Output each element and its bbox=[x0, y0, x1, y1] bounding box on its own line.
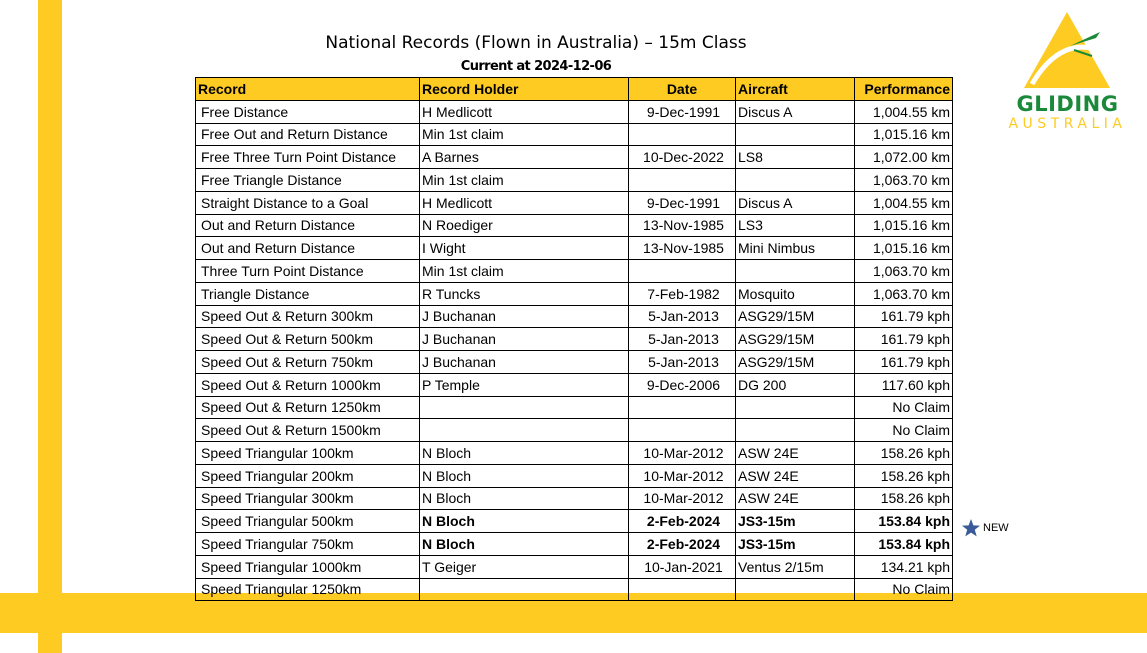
cell-record-holder: N Bloch bbox=[420, 442, 629, 465]
table-row bbox=[196, 555, 953, 578]
cell-performance: 117.60 kph bbox=[855, 373, 953, 396]
cell-date: 5-Jan-2013 bbox=[629, 305, 736, 328]
table-row bbox=[196, 533, 953, 556]
cell-date: 5-Jan-2013 bbox=[629, 351, 736, 374]
cell-record: Speed Triangular 750km bbox=[196, 533, 420, 556]
cell-record-holder: Min 1st claim bbox=[420, 260, 629, 283]
cell-record-holder: N Bloch bbox=[420, 487, 629, 510]
cell-date: 5-Jan-2013 bbox=[629, 328, 736, 351]
cell-performance: 1,004.55 km bbox=[855, 100, 953, 123]
cell-record-holder: Min 1st claim bbox=[420, 123, 629, 146]
cell-record: Out and Return Distance bbox=[196, 214, 420, 237]
cell-date: 9-Dec-1991 bbox=[629, 191, 736, 214]
cell-performance: 153.84 kph bbox=[855, 510, 953, 533]
cell-record-holder: J Buchanan bbox=[420, 305, 629, 328]
table-row bbox=[196, 396, 953, 419]
cell-record: Speed Triangular 500km bbox=[196, 510, 420, 533]
header-record-holder: Record Holder bbox=[420, 78, 629, 101]
cell-record: Speed Out & Return 500km bbox=[196, 328, 420, 351]
cell-aircraft bbox=[736, 578, 855, 601]
cell-performance: No Claim bbox=[855, 419, 953, 442]
table-row bbox=[196, 419, 953, 442]
cell-date bbox=[629, 169, 736, 192]
cell-performance: No Claim bbox=[855, 396, 953, 419]
cell-record: Speed Triangular 100km bbox=[196, 442, 420, 465]
cell-record-holder: N Bloch bbox=[420, 464, 629, 487]
table-row bbox=[196, 442, 953, 465]
cell-aircraft: LS3 bbox=[736, 214, 855, 237]
cell-date: 10-Mar-2012 bbox=[629, 487, 736, 510]
header-performance: Performance bbox=[855, 78, 953, 101]
cell-record-holder: N Bloch bbox=[420, 510, 629, 533]
cell-record: Speed Out & Return 1250km bbox=[196, 396, 420, 419]
star-icon bbox=[961, 518, 981, 538]
new-record-marker bbox=[961, 518, 1009, 538]
cell-aircraft: ASG29/15M bbox=[736, 351, 855, 374]
cell-date: 13-Nov-1985 bbox=[629, 237, 736, 260]
table-row bbox=[196, 351, 953, 374]
cell-performance: 161.79 kph bbox=[855, 328, 953, 351]
logo-wordmark-australia: AUSTRALIA bbox=[1008, 116, 1127, 132]
cell-performance: 1,015.16 km bbox=[855, 237, 953, 260]
cell-performance: 158.26 kph bbox=[855, 464, 953, 487]
cell-aircraft: Discus A bbox=[736, 100, 855, 123]
cell-record: Free Out and Return Distance bbox=[196, 123, 420, 146]
cell-aircraft: Ventus 2/15m bbox=[736, 555, 855, 578]
cell-date: 2-Feb-2024 bbox=[629, 510, 736, 533]
cell-record: Speed Triangular 1000km bbox=[196, 555, 420, 578]
table-row bbox=[196, 464, 953, 487]
vertical-accent-bar bbox=[38, 0, 62, 653]
cell-record-holder: J Buchanan bbox=[420, 351, 629, 374]
cell-record-holder bbox=[420, 578, 629, 601]
cell-record: Speed Triangular 300km bbox=[196, 487, 420, 510]
cell-performance: 1,063.70 km bbox=[855, 260, 953, 283]
cell-record: Free Three Turn Point Distance bbox=[196, 146, 420, 169]
cell-aircraft: LS8 bbox=[736, 146, 855, 169]
cell-date: 9-Dec-2006 bbox=[629, 373, 736, 396]
cell-record: Triangle Distance bbox=[196, 282, 420, 305]
header-aircraft: Aircraft bbox=[736, 78, 855, 101]
cell-aircraft bbox=[736, 123, 855, 146]
cell-aircraft bbox=[736, 396, 855, 419]
header-record: Record bbox=[196, 78, 420, 101]
cell-aircraft: ASW 24E bbox=[736, 487, 855, 510]
cell-record-holder: N Bloch bbox=[420, 533, 629, 556]
cell-record: Speed Out & Return 750km bbox=[196, 351, 420, 374]
cell-record: Straight Distance to a Goal bbox=[196, 191, 420, 214]
cell-record: Speed Out & Return 1500km bbox=[196, 419, 420, 442]
cell-date bbox=[629, 123, 736, 146]
logo-wordmark-gliding: GLIDING bbox=[1016, 92, 1119, 116]
table-row bbox=[196, 169, 953, 192]
cell-performance: 1,063.70 km bbox=[855, 282, 953, 305]
cell-performance: 1,015.16 km bbox=[855, 123, 953, 146]
cell-date bbox=[629, 578, 736, 601]
table-row bbox=[196, 578, 953, 601]
cell-performance: 134.21 kph bbox=[855, 555, 953, 578]
cell-date: 10-Mar-2012 bbox=[629, 464, 736, 487]
cell-date bbox=[629, 419, 736, 442]
table-row bbox=[196, 191, 953, 214]
cell-record-holder: H Medlicott bbox=[420, 191, 629, 214]
cell-date: 9-Dec-1991 bbox=[629, 100, 736, 123]
cell-date bbox=[629, 396, 736, 419]
table-row bbox=[196, 214, 953, 237]
table-row bbox=[196, 100, 953, 123]
cell-record: Speed Triangular 200km bbox=[196, 464, 420, 487]
header-date: Date bbox=[629, 78, 736, 101]
cell-record: Free Triangle Distance bbox=[196, 169, 420, 192]
cell-record: Speed Out & Return 1000km bbox=[196, 373, 420, 396]
cell-performance: 158.26 kph bbox=[855, 442, 953, 465]
table-row bbox=[196, 282, 953, 305]
page-title: National Records (Flown in Australia) – 15m Class bbox=[325, 33, 747, 53]
cell-aircraft bbox=[736, 169, 855, 192]
cell-record-holder: J Buchanan bbox=[420, 328, 629, 351]
cell-record-holder: Min 1st claim bbox=[420, 169, 629, 192]
cell-aircraft: DG 200 bbox=[736, 373, 855, 396]
cell-aircraft: JS3-15m bbox=[736, 510, 855, 533]
table-row bbox=[196, 373, 953, 396]
cell-aircraft: JS3-15m bbox=[736, 533, 855, 556]
cell-aircraft bbox=[736, 419, 855, 442]
cell-record-holder: H Medlicott bbox=[420, 100, 629, 123]
table-row bbox=[196, 510, 953, 533]
cell-aircraft: ASW 24E bbox=[736, 464, 855, 487]
cell-record-holder: R Tuncks bbox=[420, 282, 629, 305]
table-header-row bbox=[196, 78, 953, 101]
table-row bbox=[196, 123, 953, 146]
cell-record: Speed Out & Return 300km bbox=[196, 305, 420, 328]
cell-record: Out and Return Distance bbox=[196, 237, 420, 260]
table-row bbox=[196, 260, 953, 283]
cell-date bbox=[629, 260, 736, 283]
cell-record-holder: T Geiger bbox=[420, 555, 629, 578]
glider-triangle-logo-icon bbox=[1022, 10, 1112, 90]
cell-performance: 1,063.70 km bbox=[855, 169, 953, 192]
cell-date: 10-Mar-2012 bbox=[629, 442, 736, 465]
cell-record: Speed Triangular 1250km bbox=[196, 578, 420, 601]
cell-performance: 1,004.55 km bbox=[855, 191, 953, 214]
cell-performance: 161.79 kph bbox=[855, 351, 953, 374]
cell-aircraft: ASG29/15M bbox=[736, 328, 855, 351]
cell-performance: 1,072.00 km bbox=[855, 146, 953, 169]
cell-aircraft: Mosquito bbox=[736, 282, 855, 305]
cell-date: 10-Jan-2021 bbox=[629, 555, 736, 578]
cell-date: 10-Dec-2022 bbox=[629, 146, 736, 169]
cell-performance: 161.79 kph bbox=[855, 305, 953, 328]
cell-record-holder: P Temple bbox=[420, 373, 629, 396]
cell-performance: 1,015.16 km bbox=[855, 214, 953, 237]
cell-record: Three Turn Point Distance bbox=[196, 260, 420, 283]
table-row bbox=[196, 487, 953, 510]
cell-record-holder: N Roediger bbox=[420, 214, 629, 237]
cell-record: Free Distance bbox=[196, 100, 420, 123]
cell-record-holder: I Wight bbox=[420, 237, 629, 260]
table-row bbox=[196, 305, 953, 328]
cell-aircraft bbox=[736, 260, 855, 283]
new-label: NEW bbox=[983, 522, 1009, 534]
cell-aircraft: ASG29/15M bbox=[736, 305, 855, 328]
table-row bbox=[196, 328, 953, 351]
records-table bbox=[195, 77, 953, 601]
cell-performance: 158.26 kph bbox=[855, 487, 953, 510]
cell-performance: No Claim bbox=[855, 578, 953, 601]
cell-record-holder bbox=[420, 419, 629, 442]
cell-aircraft: Mini Nimbus bbox=[736, 237, 855, 260]
cell-record-holder bbox=[420, 396, 629, 419]
page-subtitle: Current at 2024-12-06 bbox=[460, 59, 612, 74]
cell-record-holder: A Barnes bbox=[420, 146, 629, 169]
cell-date: 13-Nov-1985 bbox=[629, 214, 736, 237]
cell-date: 7-Feb-1982 bbox=[629, 282, 736, 305]
table-row bbox=[196, 237, 953, 260]
cell-performance: 153.84 kph bbox=[855, 533, 953, 556]
cell-date: 2-Feb-2024 bbox=[629, 533, 736, 556]
gliding-australia-logo bbox=[1000, 10, 1135, 135]
cell-aircraft: Discus A bbox=[736, 191, 855, 214]
table-row bbox=[196, 146, 953, 169]
cell-aircraft: ASW 24E bbox=[736, 442, 855, 465]
